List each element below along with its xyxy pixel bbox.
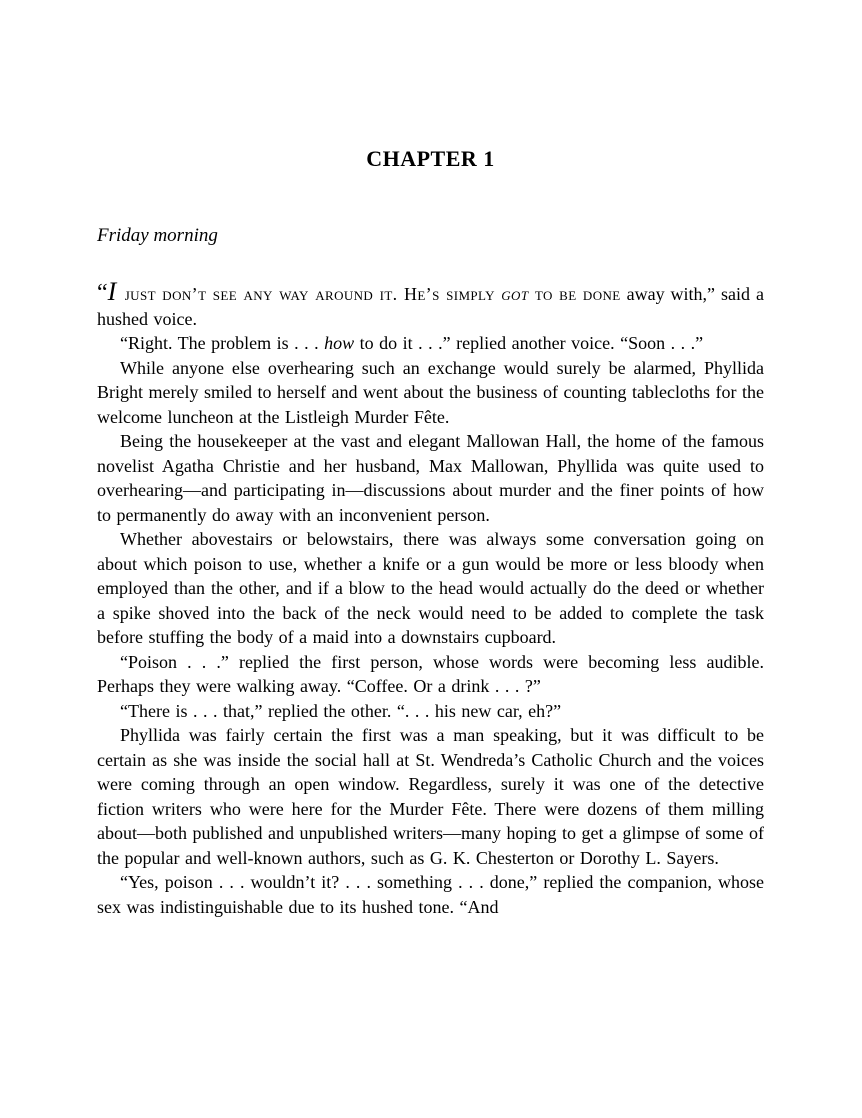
section-heading: Friday morning (97, 225, 218, 246)
text-run: Phyllida was fairly certain the first was a man speaking, but it was difficult to be certain as she was inside the social hall at St. Wendreda’s Catholic Church and the voices were coming through an open window. Regardless, surely it was one of the detective fiction writers who were here for the Murder Fête. There were dozens of them milling about—both published and unpublished writers—many hoping to get a glimpse of some of the popular and well-known authors, such as G. K. Chesterton or Dorothy L. Sayers. (97, 725, 764, 868)
chapter-title: CHAPTER 1 (366, 146, 495, 171)
text-run: “There is . . . that,” replied the other. “. . . his new car, eh?” (120, 700, 562, 721)
paragraph (97, 429, 764, 527)
paragraph (97, 699, 764, 724)
paragraph (97, 870, 764, 919)
paragraph (97, 277, 764, 331)
body-text (97, 277, 764, 919)
text-run: to be done (528, 284, 621, 304)
text-run: “ (97, 280, 108, 306)
text-run: While anyone else overhearing such an exchange would surely be alarmed, Phyllida Bright merely smiled to herself and went about the business of counting tablecloths for the welcome luncheon at the Listleigh Murder Fête. (97, 357, 764, 427)
paragraph (97, 723, 764, 870)
text-run: “Yes, poison . . . wouldn’t it? . . . something . . . done,” replied the companion, whose sex was indistinguishable due to its hushed tone. “And (97, 872, 764, 917)
text-run: away with,” said a hushed voice. (97, 284, 764, 329)
paragraph (97, 331, 764, 356)
paragraph (97, 650, 764, 699)
text-run: got (501, 284, 529, 304)
paragraph (97, 527, 764, 650)
text-run: I (107, 277, 117, 306)
text-run: “Poison . . .” replied the first person, whose words were becoming less audible. Perhaps they were walking away. “Coffee. Or a drink . . . ?” (97, 651, 764, 696)
paragraph (97, 356, 764, 430)
text-run: Whether abovestairs or belowstairs, there was always some conversation going on about which poison to use, whether a knife or a gun would be more or less bloody when employed than the other, and if a blow to the head would actually do the deed or whether a spike shoved into the back of the neck would need to be added to complete the task before stuffing the body of a maid into a downstairs cupboard. (97, 529, 764, 647)
text-run: to do it . . .” replied another voice. “Soon . . .” (354, 333, 704, 353)
text-run: “Right. The problem is . . . (120, 333, 325, 353)
text-run: how (324, 333, 355, 353)
text-run: Being the housekeeper at the vast and elegant Mallowan Hall, the home of the famous novelist Agatha Christie and her husband, Max Mallowan, Phyllida was quite used to overhearing—and participating in—discussions about murder and the finer points of how to permanently do away with an inconvenient person. (97, 431, 764, 525)
text-run: just don’t see any way around it. He’s simply (118, 284, 502, 304)
